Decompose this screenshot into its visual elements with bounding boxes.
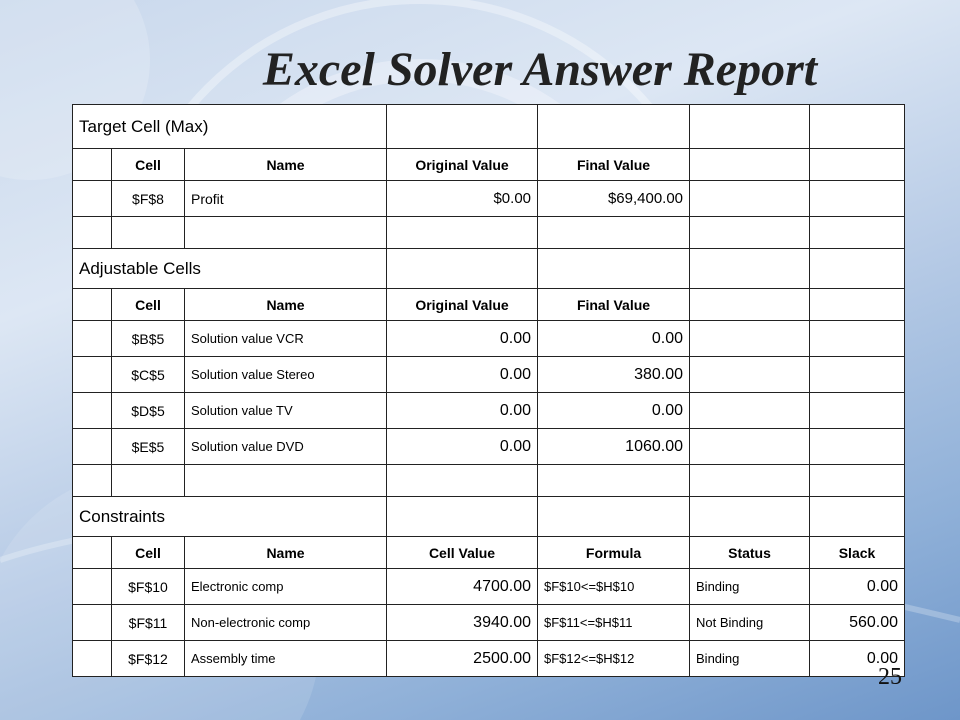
final-value: 0.00 bbox=[538, 321, 690, 357]
target-header-row bbox=[73, 149, 905, 181]
table-row bbox=[73, 429, 905, 465]
original-value: $0.00 bbox=[387, 181, 538, 217]
cell-name: Solution value Stereo bbox=[185, 357, 387, 393]
column-header-original-value: Original Value bbox=[387, 289, 538, 321]
cell-ref: $F$12 bbox=[112, 641, 185, 677]
table-row bbox=[73, 181, 905, 217]
cell-value: 3940.00 bbox=[387, 605, 538, 641]
final-value: $69,400.00 bbox=[538, 181, 690, 217]
slack: 0.00 bbox=[810, 569, 905, 605]
cell-ref: $C$5 bbox=[112, 357, 185, 393]
constraints-section-heading: Constraints bbox=[73, 497, 387, 537]
adjustable-section-row bbox=[73, 249, 905, 289]
cell-value: 4700.00 bbox=[387, 569, 538, 605]
slack: 560.00 bbox=[810, 605, 905, 641]
column-header-formula: Formula bbox=[538, 537, 690, 569]
status: Binding bbox=[690, 641, 810, 677]
solver-answer-report-table bbox=[72, 104, 905, 677]
final-value: 0.00 bbox=[538, 393, 690, 429]
page-number: 25 bbox=[878, 664, 902, 690]
original-value: 0.00 bbox=[387, 429, 538, 465]
status: Not Binding bbox=[690, 605, 810, 641]
table-row bbox=[73, 641, 905, 677]
cell-name: Assembly time bbox=[185, 641, 387, 677]
slack: 0.00 bbox=[810, 641, 905, 677]
formula: $F$11<=$H$11 bbox=[538, 605, 690, 641]
column-header-name: Name bbox=[185, 537, 387, 569]
formula: $F$10<=$H$10 bbox=[538, 569, 690, 605]
cell-name: Electronic comp bbox=[185, 569, 387, 605]
column-header-original-value: Original Value bbox=[387, 149, 538, 181]
adjustable-header-row bbox=[73, 289, 905, 321]
column-header-status: Status bbox=[690, 537, 810, 569]
constraints-section-row bbox=[73, 497, 905, 537]
adjustable-section-heading: Adjustable Cells bbox=[73, 249, 387, 289]
column-header-slack: Slack bbox=[810, 537, 905, 569]
column-header-name: Name bbox=[185, 149, 387, 181]
cell-value: 2500.00 bbox=[387, 641, 538, 677]
cell-ref: $F$10 bbox=[112, 569, 185, 605]
cell-ref: $F$11 bbox=[112, 605, 185, 641]
cell-name: Profit bbox=[185, 181, 387, 217]
column-header-cell: Cell bbox=[112, 289, 185, 321]
spacer-row bbox=[73, 217, 905, 249]
status: Binding bbox=[690, 569, 810, 605]
table-row bbox=[73, 357, 905, 393]
formula: $F$12<=$H$12 bbox=[538, 641, 690, 677]
column-header-final-value: Final Value bbox=[538, 289, 690, 321]
spacer-row bbox=[73, 465, 905, 497]
column-header-cell: Cell bbox=[112, 149, 185, 181]
cell-name: Non-electronic comp bbox=[185, 605, 387, 641]
cell-ref: $F$8 bbox=[112, 181, 185, 217]
cell-name: Solution value DVD bbox=[185, 429, 387, 465]
cell-ref: $E$5 bbox=[112, 429, 185, 465]
column-header-name: Name bbox=[185, 289, 387, 321]
constraints-header-row bbox=[73, 537, 905, 569]
cell-name: Solution value TV bbox=[185, 393, 387, 429]
original-value: 0.00 bbox=[387, 357, 538, 393]
cell-name: Solution value VCR bbox=[185, 321, 387, 357]
cell-ref: $B$5 bbox=[112, 321, 185, 357]
page-title: Excel Solver Answer Report bbox=[262, 43, 818, 96]
cell-ref: $D$5 bbox=[112, 393, 185, 429]
table-row bbox=[73, 393, 905, 429]
table-row bbox=[73, 605, 905, 641]
column-header-cell: Cell bbox=[112, 537, 185, 569]
column-header-cell-value: Cell Value bbox=[387, 537, 538, 569]
final-value: 380.00 bbox=[538, 357, 690, 393]
final-value: 1060.00 bbox=[538, 429, 690, 465]
target-section-heading: Target Cell (Max) bbox=[73, 105, 387, 149]
original-value: 0.00 bbox=[387, 393, 538, 429]
table-row bbox=[73, 569, 905, 605]
column-header-final-value: Final Value bbox=[538, 149, 690, 181]
target-section-row bbox=[73, 105, 905, 149]
table-row bbox=[73, 321, 905, 357]
original-value: 0.00 bbox=[387, 321, 538, 357]
